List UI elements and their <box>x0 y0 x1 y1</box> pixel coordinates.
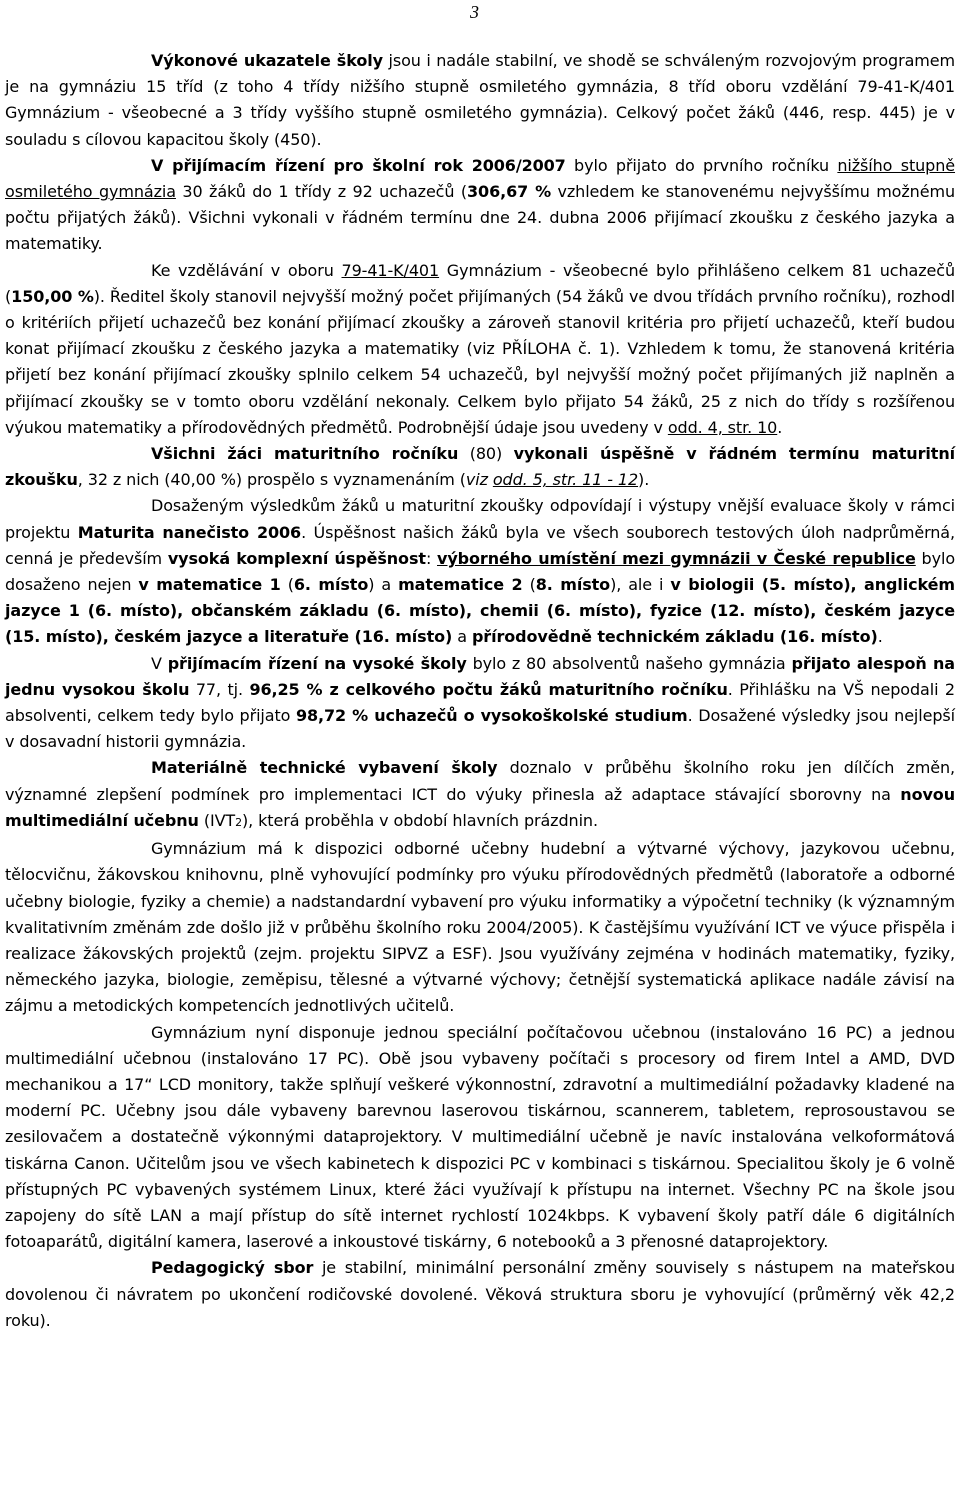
text-run: 8. místo <box>535 575 611 595</box>
text-run: 30 žáků do 1 třídy z 92 uchazečů ( <box>175 182 468 202</box>
text-run: Materiálně technické vybavení školy <box>151 758 498 778</box>
text-run: . <box>877 627 883 647</box>
document-body <box>5 48 955 1334</box>
paragraph <box>5 493 955 650</box>
text-run: výborného umístění mezi gymnázii v České republice <box>437 548 916 568</box>
page-number: 3 <box>470 2 479 22</box>
text-run: Pedagogický sbor <box>151 1258 314 1278</box>
text-run: bylo přijato do prvního ročníku <box>565 155 838 175</box>
text-run: viz <box>465 470 493 490</box>
paragraph <box>5 1020 955 1256</box>
text-run: přijímacím řízení na vysoké školy <box>167 653 467 673</box>
paragraph <box>5 153 955 258</box>
paragraph <box>5 441 955 493</box>
text-run: novou multimediální učebnu <box>5 784 955 830</box>
text-run: 2 <box>235 815 243 829</box>
text-run: . <box>777 417 783 437</box>
text-run: v matematice 1 <box>138 575 281 595</box>
text-run: vykonali úspěšně v řádném termínu maturitní zkoušku <box>5 444 955 490</box>
text-run: Všichni žáci maturitního ročníku <box>151 444 459 464</box>
text-run: : <box>425 548 438 568</box>
text-run: . Úspěšnost našich žáků byla ve všech souborech testových úloh nadprůměrná, cenná je především <box>5 522 955 568</box>
paragraph <box>5 1255 955 1334</box>
text-run: , 32 z nich (40,00 %) prospělo s vyznamenáním ( <box>77 470 466 490</box>
text-run: nižšího stupně osmiletého gymnázia <box>5 155 956 202</box>
text-run: ( <box>522 575 536 595</box>
text-run: ). Ředitel školy stanovil nejvyšší možný počet přijímaných (54 žáků ve dvou třídách prvního ročníku), rozhodl o kritériích přijetí uchazečů bez konání přijímací zkoušky a zároveň stanovil kritéria pro přijetí uchazečů, kteří budou konat přijímací zkoušku z českého jazyka a matematiky (viz PŘÍLOHA č. 1). Vzhledem k tomu, že stanovená kritéria přijetí bez konání přijímací zkoušky splnilo celkem 54 uchazečů, byl nejvyšší možný počet přijímaných již naplněn a přijímací zkoušky se v tomto oboru vzdělání nekonaly. Celkem bylo přijato 54 žáků, 25 z nich do třídy s rozšířenou výukou matematiky a přírodovědných předmětů. Podrobnější údaje jsou uvedeny v <box>5 286 955 437</box>
text-run: bylo dosaženo nejen <box>5 548 956 595</box>
text-run: (IVT <box>198 810 236 830</box>
paragraph <box>5 651 955 756</box>
text-run: (80) <box>458 444 514 464</box>
paragraph <box>5 836 955 1019</box>
paragraph <box>5 48 955 153</box>
text-run: 306,67 % <box>467 182 552 202</box>
text-run: V přijímacím řízení pro školní rok 2006/2007 <box>151 155 566 175</box>
text-run: vzhledem ke stanovenému nejvyššímu možnému počtu přijatých žáků). Všichni vykonali v řádném termínu dne 24. dubna 2006 přijímací zkoušku z českého jazyka a matematiky. <box>5 182 955 254</box>
text-run: odd. 4, str. 10 <box>667 417 778 437</box>
text-run: 79-41-K/401 <box>341 260 440 280</box>
text-run: ), která proběhla v období hlavních prázdnin. <box>242 810 598 830</box>
text-run: v biologii (5. místo), anglickém jazyce 1 (6. místo), občanském základu (6. místo), chemii (6. místo), fyzice (12. místo), českém jazyce (15. místo), českém jazyce a literatuře (16. místo) <box>5 575 955 647</box>
text-run: Gymnázium má k dispozici odborné učebny hudební a výtvarné výchovy, jazykovou učebnu, tělocvičnu, žákovskou knihovnu, plně vyhovující podmínky pro výuku přírodovědných předmětů (laboratoře a odborné učebny biologie, fyziky a chemie) a nadstandardní vybavení pro výuku informatiky a výpočetní techniky (k významným kvalitativním změnám zde došlo již v průběhu školního roku 2004/2005). K častějšímu využívání ICT ve výuce přispěla i realizace žákovských projektů (zejm. projektu SIPVZ a ESF). Jsou využívány zejména v hodinách matematiky, fyziky, německého jazyka, biologie, zeměpisu, tělesné a výtvarné výchovy; četnější systematická aplikace nadále závisí na zájmu a metodických kompetencích jednotlivých učitelů. <box>5 839 955 1016</box>
text-run: jsou i nadále stabilní, ve shodě se schváleným rozvojovým programem je na gymnáziu 15 tříd (z toho 4 třídy nižšího stupně osmiletého gymnázia, 8 tříd oboru vzdělání 79-41-K/401 Gymnázium - všeobecné a 3 třídy vyššího stupně osmiletého gymnázia). Celkový počet žáků (446, resp. 445) je v souladu s cílovou kapacitou školy (450). <box>5 51 955 149</box>
text-run: V <box>151 653 168 673</box>
text-run: přírodovědně technickém základu (16. místo) <box>471 627 878 647</box>
text-run: 6. místo <box>293 575 369 595</box>
text-run: ( <box>280 575 294 595</box>
text-run: a <box>452 627 472 647</box>
paragraph <box>5 258 955 441</box>
text-run: Maturita nanečisto 2006 <box>77 522 302 542</box>
text-run: přijato alespoň na jednu vysokou školu <box>5 653 955 699</box>
text-run: ) a <box>368 575 399 595</box>
text-run: ). <box>638 470 650 490</box>
text-run: Gymnázium - všeobecné bylo přihlášeno celkem 81 uchazečů ( <box>5 260 955 306</box>
text-run: 77, tj. <box>189 679 250 699</box>
text-run: je stabilní, minimální personální změny souvisely s nástupem na mateřskou dovolenou či návratem po ukončení rodičovské dovolené. Věková struktura sboru je vyhovující (průměrný věk 42,2 roku). <box>5 1258 955 1330</box>
paragraph <box>5 755 955 836</box>
text-run: doznalo v průběhu školního roku jen dílčích změn, významné zlepšení podmínek pro implementaci ICT do výuky přinesla až adaptace stávající sborovny na <box>5 758 955 804</box>
text-run: Gymnázium nyní disponuje jednou speciální počítačovou učebnou (instalováno 16 PC) a jednou multimediální učebnou (instalováno 17 PC). Obě jsou vybaveny počítači s procesory od firem Intel a AMD, DVD mechanikou a 17“ LCD monitory, takže splňují veškeré výkonnostní, zdravotní a multimediální požadavky kladené na moderní PC. Učebny jsou dále vybaveny barevnou laserovou tiskárnou, scannerem, tabletem, reprosoustavou se zesilovačem a dostatečně výkonnými dataprojektory. V multimediální učebně je navíc instalována velkoformátová tiskárna Canon. Učitelům jsou ve všech kabinetech k dispozici PC v kombinaci s tiskárnou. Specialitou školy je 6 volně přístupných PC vybavených systémem Linux, které žáci využívají k přístupu na internet. Všechny PC na škole jsou zapojeny do sítě LAN a mají přístup do sítě internet rychlostí 1024kbps. K vybavení školy patří dále 6 digitálních fotoaparátů, digitální kamera, laserové a inkoustové tiskárny, 6 notebooků a 3 přenosné dataprojektory. <box>5 1022 955 1252</box>
text-run: 150,00 % <box>11 286 94 306</box>
text-run: 98,72 % uchazečů o vysokoškolské studium <box>295 706 688 726</box>
text-run: Výkonové ukazatele školy <box>151 51 383 70</box>
text-run: ), ale i <box>610 575 671 595</box>
text-run: . Přihlášku na VŠ nepodali 2 absolventi, celkem tedy bylo přijato <box>5 679 955 726</box>
text-run: 96,25 % z celkového počtu žáků maturitního ročníku <box>249 679 728 699</box>
text-run: odd. 5, str. 11 - 12 <box>492 470 639 490</box>
text-run: Ke vzdělávání v oboru <box>151 260 342 280</box>
text-run: bylo z 80 absolventů našeho gymnázia <box>466 653 792 673</box>
text-run: matematice 2 <box>398 575 523 595</box>
text-run: vysoká komplexní úspěšnost <box>167 548 426 568</box>
text-run: . Dosažené výsledky jsou nejlepší v dosavadní historii gymnázia. <box>5 706 956 752</box>
text-run: Dosaženým výsledkům žáků u maturitní zkoušky odpovídají i výstupy vnější evaluace školy v rámci projektu <box>5 496 955 542</box>
